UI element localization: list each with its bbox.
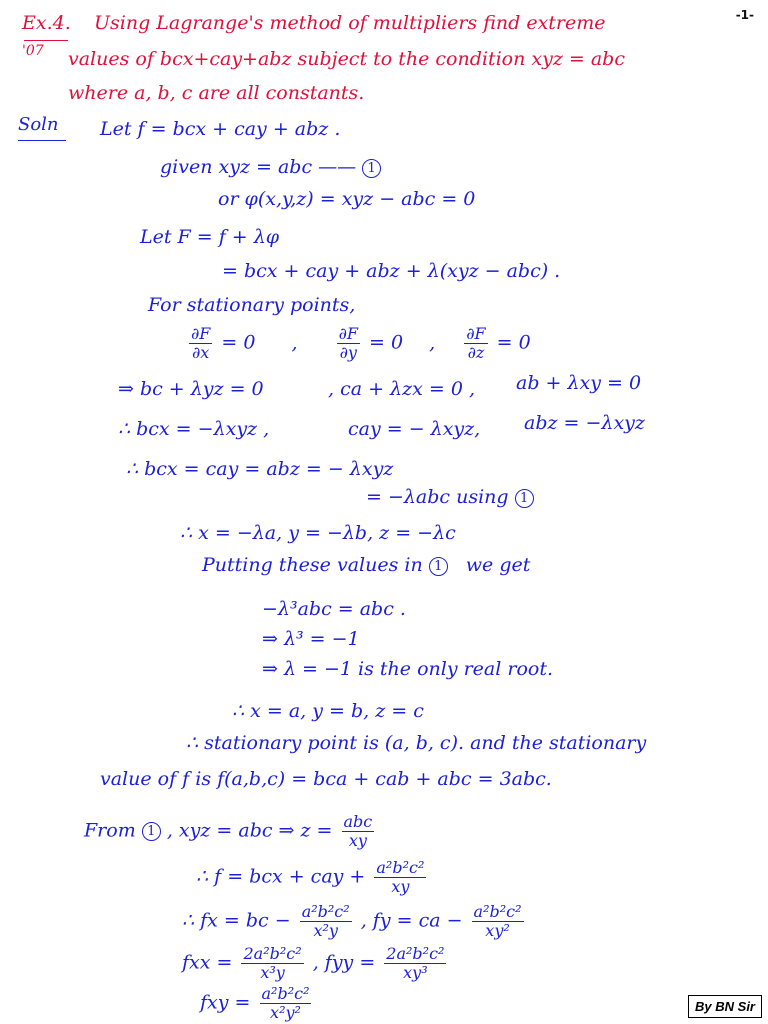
page-number: -1- — [735, 8, 754, 22]
dF-dz: $\frac{\partial F}{\partial z}$ — [466, 324, 486, 362]
step-lambda-root: ⇒ λ = −1 is the only real root. — [262, 658, 554, 680]
dF-dx: $\frac{\partial F}{\partial x}$ — [191, 324, 211, 362]
solution-label: Soln — [18, 114, 59, 135]
step-F-expanded: = bcx + cay + abz + λ(xyz − abc) . — [222, 260, 561, 282]
step-putting: Putting these values in 1 we get — [202, 554, 531, 576]
step-phi: or φ(x,y,z) = xyz − abc = 0 — [218, 188, 476, 210]
partial-derivatives-row: $\frac{\partial F}{\partial x}$ = 0 , $\frac{\partial F}{\partial y}$ = 0 , $\frac{\partial F}{\partial z}$ = 0 — [191, 324, 531, 362]
equation-1-ref: 1 — [515, 489, 534, 508]
step-xyz-values: ∴ x = −λa, y = −λb, z = −λc — [180, 522, 456, 544]
step-equal-chain: ∴ bcx = cay = abz = − λxyz — [126, 458, 394, 480]
solution-label-underline — [18, 140, 66, 141]
step-lambda-cubed: ⇒ λ³ = −1 — [262, 628, 360, 650]
step-second-partials: fxx = $\frac{\text{2a²b²c²}}{\text{x³y}}$ , fyy = $\frac{\text{2a²b²c²}}{\text{xy³}}$ — [182, 944, 445, 982]
fxx-fraction: $\frac{\text{2a²b²c²}}{\text{x³y}}$ — [243, 944, 302, 982]
equation-1-ref-2: 1 — [429, 557, 448, 576]
z-fraction: $\frac{\text{abc}}{xy}$ — [343, 812, 373, 850]
fy-fraction: $\frac{\text{a²b²c²}}{\text{xy²}}$ — [473, 902, 522, 940]
equation-1-marker: 1 — [362, 159, 381, 178]
step-given — [160, 158, 381, 178]
step-x-eq-a: ∴ x = a, y = b, z = c — [232, 700, 424, 722]
step-fxy: fxy = $\frac{\text{a²b²c²}}{\text{x²y²}}$ — [200, 984, 310, 1022]
step-ab-eq: ab + λxy = 0 — [516, 372, 642, 394]
question-year: '07 — [22, 43, 44, 59]
equation-1-ref-3: 1 — [142, 822, 161, 841]
question-line-1: Using Lagrange's method of multipliers find extreme — [94, 12, 606, 34]
step-first-partials: ∴ fx = bc − $\frac{\text{a²b²c²}}{\text{x²y}}$ , fy = ca − $\frac{\text{a²b²c²}}{\text{xy²}}$ — [182, 902, 522, 940]
question-label-underline — [24, 40, 68, 41]
step-stationary-point: ∴ stationary point is (a, b, c). and the stationary — [186, 732, 647, 754]
author-credit: By BN Sir — [688, 995, 762, 1018]
step-stationary-heading: For stationary points, — [148, 294, 356, 316]
step-stationary-value: value of f is f(a,b,c) = bca + cab + abc = 3abc. — [100, 768, 552, 790]
step-using-1: = −λabc using 1 — [366, 488, 534, 508]
dF-dy: $\frac{\partial F}{\partial y}$ — [338, 324, 358, 362]
step-ca-eq: , ca + λzx = 0 , — [328, 378, 475, 400]
question-label: Ex.4. — [22, 12, 71, 34]
step-lambda-cubed-abc: −λ³abc = abc . — [262, 598, 406, 620]
step-cay: cay = − λxyz, — [348, 418, 481, 440]
step-from-1: From 1 , xyz = abc ⇒ z = $\frac{\text{abc}}{xy}$ — [84, 812, 373, 850]
step-let-F: Let F = f + λφ — [140, 226, 280, 248]
step-abz: abz = −λxyz — [524, 412, 645, 434]
step-bc-eq: ⇒ bc + λyz = 0 — [118, 378, 264, 400]
step-bcx: ∴ bcx = −λxyz , — [118, 418, 270, 440]
f-fraction: $\frac{\text{a²b²c²}}{xy}$ — [376, 858, 425, 896]
step-f-substituted: ∴ f = bcx + cay + $\frac{\text{a²b²c²}}{xy}$ — [196, 858, 425, 896]
step-let-f: Let f = bcx + cay + abz . — [100, 118, 341, 140]
question-line-3: where a, b, c are all constants. — [68, 82, 365, 104]
question-line-2: values of bcx+cay+abz subject to the condition xyz = abc — [68, 48, 625, 70]
fyy-fraction: $\frac{\text{2a²b²c²}}{\text{xy³}}$ — [386, 944, 445, 982]
fx-fraction: $\frac{\text{a²b²c²}}{\text{x²y}}$ — [301, 902, 350, 940]
given-text: given xyz = abc —— — [160, 156, 357, 178]
fxy-fraction: $\frac{\text{a²b²c²}}{\text{x²y²}}$ — [261, 984, 310, 1022]
